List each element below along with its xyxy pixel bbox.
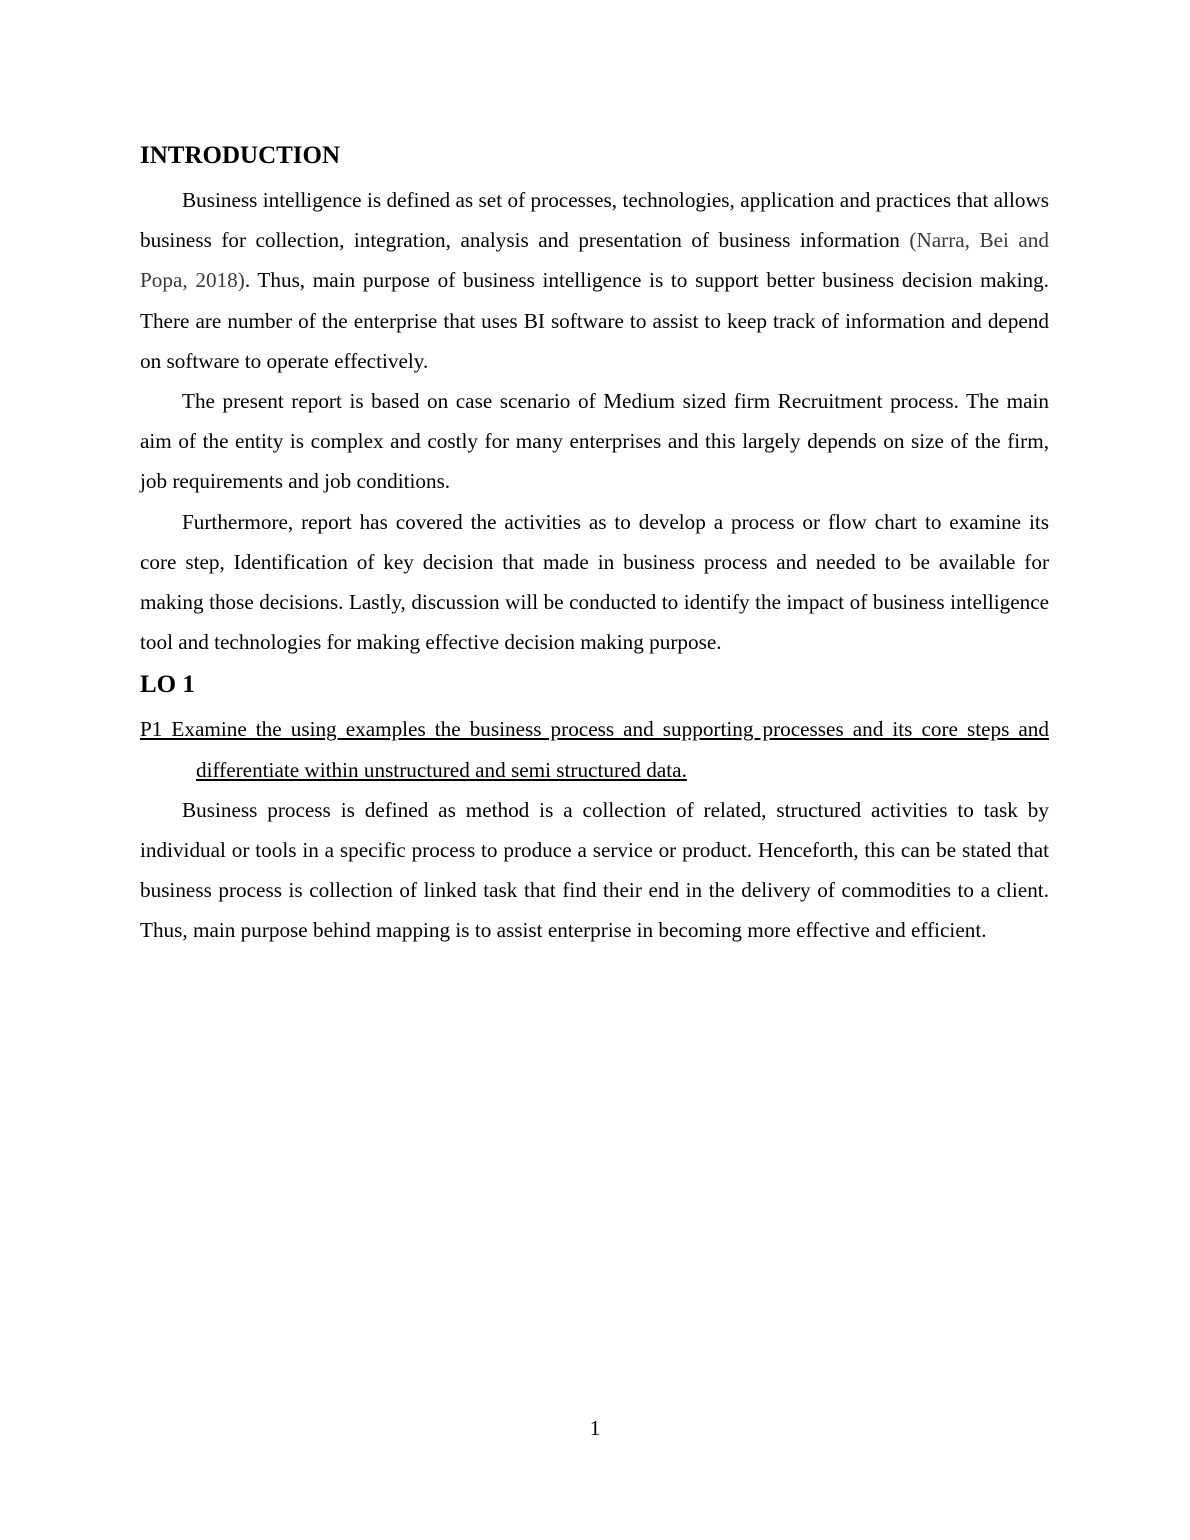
intro-paragraph-3: Furthermore, report has covered the activities as to develop a process or flow chart to examine its core step, Identification of key decision that made in business process and needed to be available for making those decisions. Lastly, discussion will be conducted to identify the impact of business intelligence tool and technologies for making effective decision making purpose. xyxy=(140,509,1049,655)
intro-paragraph-1-text-a: Business intelligence is defined as set of processes, technologies, application and practices that allows business for collection, integration, analysis and presentation of business information xyxy=(140,188,1049,253)
page-number: 1 xyxy=(589,1416,601,1440)
intro-paragraph-1 xyxy=(140,180,1049,381)
citation: (Narra, Bei and Popa, 2018) xyxy=(140,228,1049,293)
intro-paragraph-1-text-b: . Thus, main purpose of business intelligence is to support better business decision making. There are number of the enterprise that uses BI software to assist to keep track of information and depend on software to operate effectively. xyxy=(140,268,1049,373)
intro-paragraph-2: The present report is based on case scenario of Medium sized firm Recruitment process. The main aim of the entity is complex and costly for many enterprises and this largely depends on size of the firm, job requirements and job conditions. xyxy=(140,389,1049,494)
lo1-heading: LO 1 xyxy=(140,671,195,699)
introduction-heading: INTRODUCTION xyxy=(140,142,341,169)
p1-subheading: P1 Examine the using examples the business process and supporting processes and its core steps and differentiate within unstructured and semi structured data. xyxy=(140,717,1049,782)
page-content xyxy=(140,137,1049,951)
lo1-paragraph-1: Business process is defined as method is a collection of related, structured activities to task by individual or tools in a specific process to produce a service or product. Henceforth, this can be stated that business process is collection of linked task that find their end in the delivery of commodities to a client. Thus, main purpose behind mapping is to assist enterprise in becoming more effective and efficient. xyxy=(140,797,1049,943)
